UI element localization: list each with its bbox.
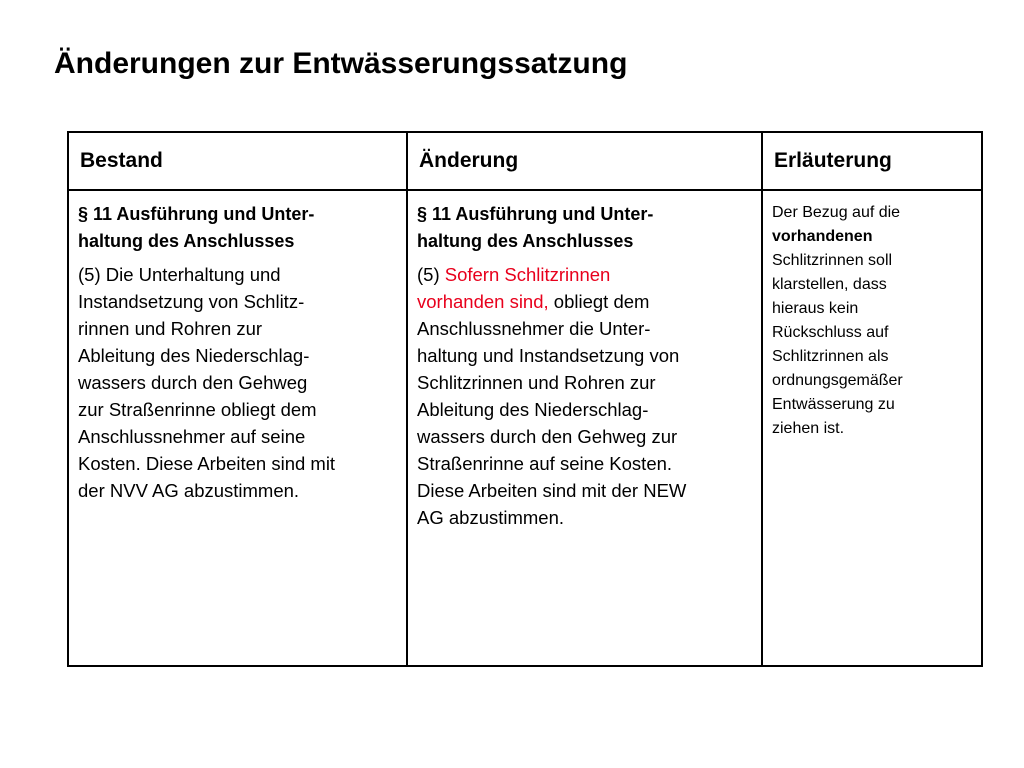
aenderung-highlight-text: Sofern Schlitzrinnen vorhanden sind, [417,264,611,312]
bestand-paragraph: (5) Die Unterhaltung und Instandsetzung von Schlitz- rinnen und Rohren zur Ableitung des Niederschlag- wassers durch den Gehweg zur Straßenrinne obliegt dem Anschlussnehmer auf seine Kosten. Diese Arbeiten sind mit der NVV AG abzustimmen. [78,264,336,501]
bestand-section-heading: § 11 Ausführung und Unter- haltung des Anschlusses [78,204,315,251]
column-header-bestand: Bestand [68,132,407,190]
column-header-erlaeuterung: Erläuterung [762,132,982,190]
erlaeuterung-text [772,201,972,441]
erlaeuterung-cell [762,190,982,666]
aenderung-paragraph-prefix: (5) [417,264,445,285]
erlaeuterung-text-before: Der Bezug auf die [772,204,901,221]
aenderung-section-heading: § 11 Ausführung und Unter- haltung des Anschlusses [417,204,654,251]
erlaeuterung-bold-text: vorhandenen [772,228,873,245]
aenderung-paragraph-rest: obliegt dem Anschlussnehmer die Unter- haltung und Instandsetzung von Schlitzrinnen und Rohren zur Ableitung des Niederschlag- wassers durch den Gehweg zur Straßenrinne auf seine Kosten. Diese Arbeiten sind mit der NEW AG abzustimmen. [417,291,687,528]
aenderung-cell [407,190,762,666]
column-header-aenderung: Änderung [407,132,762,190]
bestand-cell [68,190,407,666]
aenderung-paragraph [417,261,752,531]
table-header-row [68,132,982,190]
table-row [68,190,982,666]
page-title: Änderungen zur Entwässerungssatzung [54,47,628,80]
comparison-table [67,131,983,667]
erlaeuterung-text-after: Schlitzrinnen soll klarstellen, dass hieraus kein Rückschluss auf Schlitzrinnen als ordnungsgemäßer Entwässerung zu ziehen ist. [772,252,903,437]
